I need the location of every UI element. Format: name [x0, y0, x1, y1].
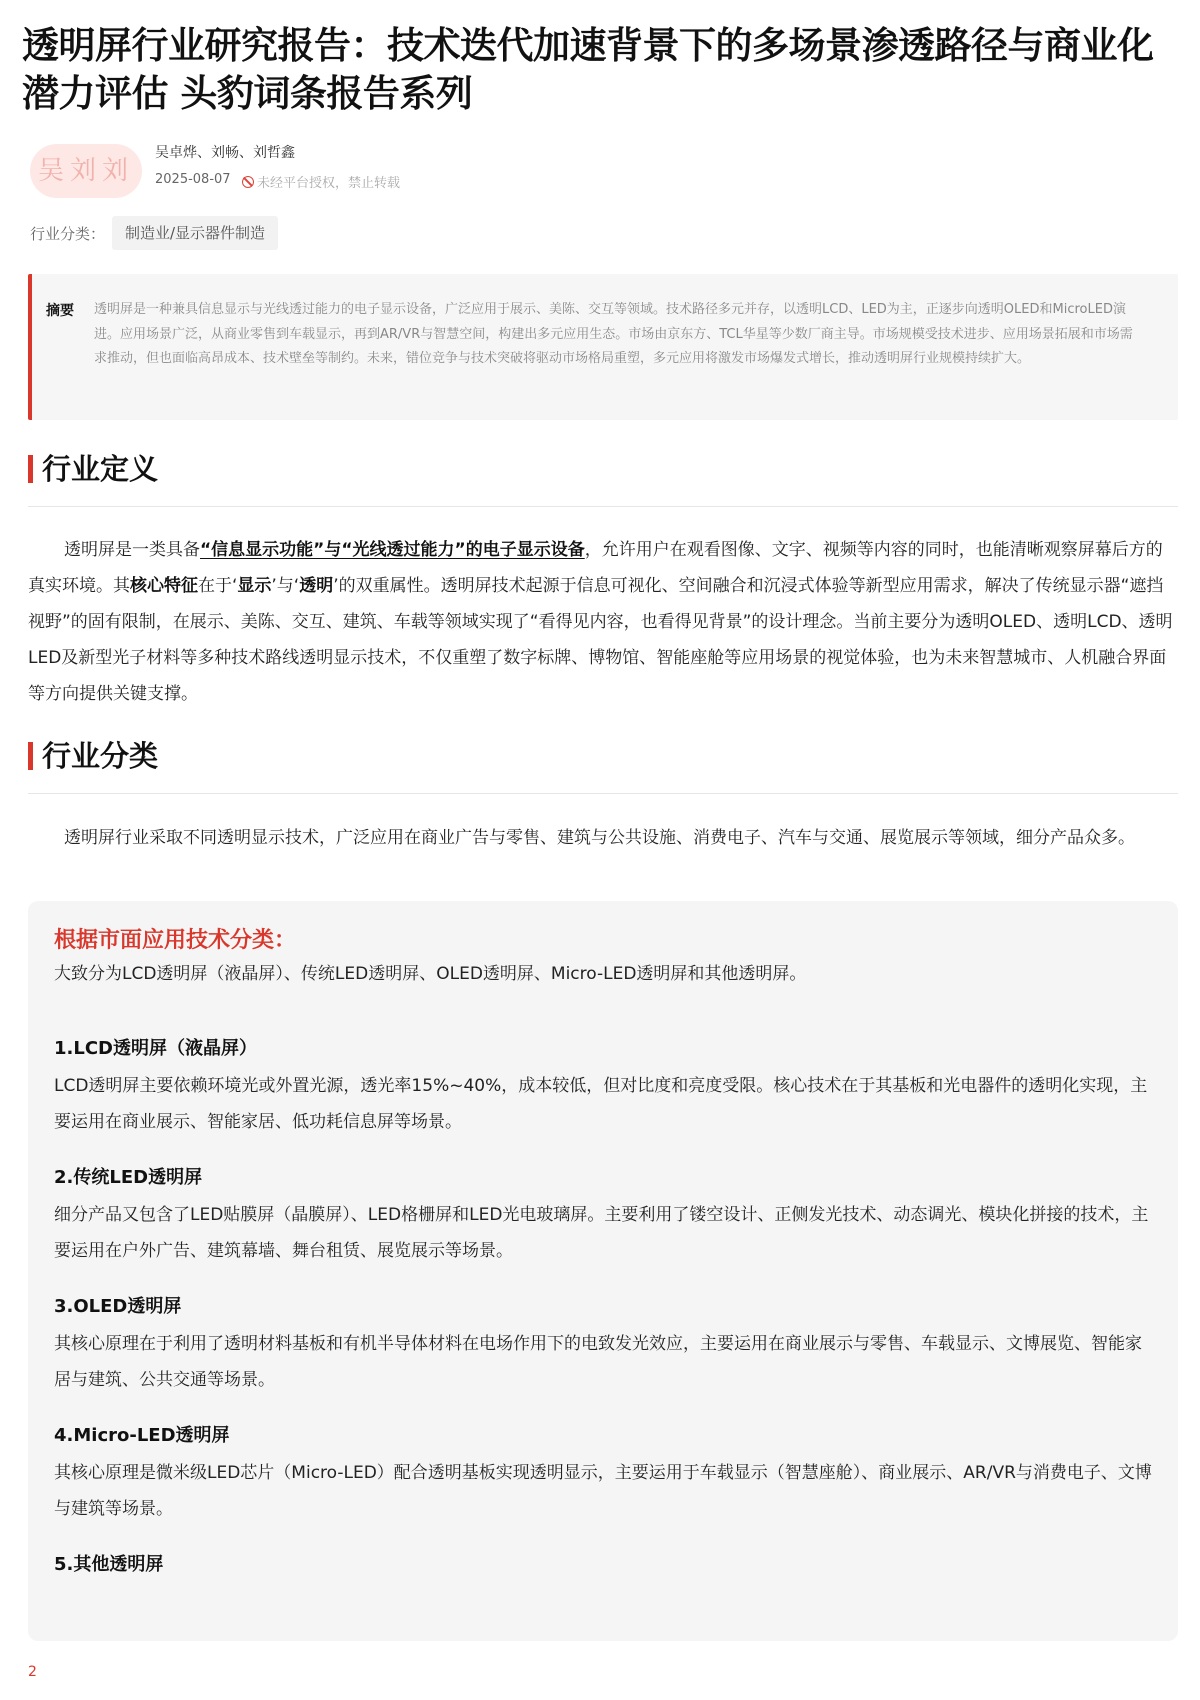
copyright-notice — [242, 172, 400, 191]
list-item — [54, 1034, 1154, 1140]
author-avatar[interactable]: 吴刘刘 — [30, 144, 142, 198]
item-title: 1.LCD透明屏（液晶屏） — [54, 1038, 257, 1059]
abstract-box — [28, 274, 1178, 420]
abstract-text: 透明屏是一种兼具信息显示与光线透过能力的电子显示设备，广泛应用于展示、美陈、交互等领域。技术路径多元并存，以透明LCD、LED为主，正逐步向透明OLED和MicroLED演进。应用场景广泛，从商业零售到车载显示，再到AR/VR与智慧空间，构建出多元应用生态。市场由京东方、TCL华星等少数厂商主导。市场规模受技术进步、应用场景拓展和市场需求推动，但也面临高昂成本、技术壁垒等制约。未来，错位竞争与技术突破将驱动市场格局重塑，多元应用将激发市场爆发式增长，推动透明屏行业规模持续扩大。 — [94, 302, 1133, 366]
publish-date: 2025-08-07 — [155, 172, 231, 187]
abstract-label: 摘要 — [46, 303, 74, 319]
list-item — [54, 1421, 1154, 1527]
category-label: 行业分类： — [30, 225, 106, 243]
author-names[interactable]: 吴卓烨、刘畅、刘哲鑫 — [155, 145, 295, 161]
classification-box — [28, 901, 1178, 1641]
list-item — [54, 1292, 1154, 1398]
item-text: 细分产品又包含了LED贴膜屏（晶膜屏）、LED格栅屏和LED光电玻璃屏。主要利用了镂空设计、正侧发光技术、动态调光、模块化拼接的技术，主要运用在户外广告、建筑幕墙、舞台租赁、展览展示等场景。 — [54, 1205, 1149, 1261]
item-title: 5.其他透明屏 — [54, 1554, 164, 1575]
classification-paragraph: 透明屏行业采取不同透明显示技术，广泛应用在商业广告与零售、建筑与公共设施、消费电子、汽车与交通、展览展示等领域，细分产品众多。 — [64, 828, 1135, 848]
section-heading-definition: 行业定义 — [28, 450, 158, 488]
definition-emphasis: 核心特征 — [130, 576, 198, 596]
item-title: 2.传统LED透明屏 — [54, 1167, 203, 1188]
box-intro: 大致分为LCD透明屏（液晶屏）、传统LED透明屏、OLED透明屏、Micro-LED透明屏和其他透明屏。 — [54, 964, 807, 984]
list-item — [54, 1550, 1154, 1584]
section-heading-classification: 行业分类 — [28, 737, 158, 775]
page-number: 2 — [28, 1664, 37, 1680]
copyright-notice-text: 未经平台授权，禁止转载 — [257, 176, 401, 191]
category-tag[interactable]: 制造业/显示器件制造 — [112, 216, 278, 250]
definition-emphasis: “信息显示功能”与“光线透过能力”的电子显示设备 — [200, 540, 585, 560]
section-divider — [28, 506, 1178, 507]
definition-emphasis: 显示 — [237, 576, 272, 596]
definition-emphasis: 透明 — [299, 576, 334, 596]
definition-paragraph — [28, 532, 1178, 712]
definition-text: ’与‘ — [271, 576, 300, 596]
item-text: 其核心原理是微米级LED芯片（Micro-LED）配合透明基板实现透明显示，主要运用于车载显示（智慧座舱）、商业展示、AR/VR与消费电子、文博与建筑等场景。 — [54, 1463, 1152, 1519]
report-title: 透明屏行业研究报告：技术迭代加速背景下的多场景渗透路径与商业化潜力评估 头豹词条报告系列 — [22, 24, 1154, 115]
definition-text: ，允许用户在观看图像、文字、视频等内容的同时，也能清晰观察屏幕后方的真实环境。其 — [28, 540, 1163, 596]
author-meta — [30, 136, 630, 206]
item-title: 3.OLED透明屏 — [54, 1296, 182, 1317]
item-text: 其核心原理在于利用了透明材料基板和有机半导体材料在电场作用下的电致发光效应，主要运用在商业展示与零售、车载显示、文博展览、智能家居与建筑、公共交通等场景。 — [54, 1334, 1142, 1390]
definition-text: 透明屏是一类具备 — [64, 540, 200, 560]
box-heading: 根据市面应用技术分类： — [54, 928, 297, 953]
item-title: 4.Micro-LED透明屏 — [54, 1425, 230, 1446]
definition-text: ’的双重属性。透明屏技术起源于信息可视化、空间融合和沉浸式体验等新型应用需求，解决了传统显示器“遮挡视野”的固有限制，在展示、美陈、交互、建筑、车载等领域实现了“看得见内容，也看得见背景”的设计理念。当前主要分为透明OLED、透明LCD、透明LED及新型光子材料等多种技术路线透明显示技术，不仅重塑了数字标牌、博物馆、智能座舱等应用场景的视觉体验，也为未来智慧城市、人机融合界面等方向提供关键支撑。 — [28, 576, 1173, 704]
forbidden-icon — [242, 176, 254, 188]
item-text: LCD透明屏主要依赖环境光或外置光源，透光率15%~40%，成本较低，但对比度和亮度受限。核心技术在于其基板和光电器件的透明化实现，主要运用在商业展示、智能家居、低功耗信息屏等场景。 — [54, 1076, 1148, 1132]
list-item — [54, 1163, 1154, 1269]
definition-text: 在于‘ — [198, 576, 238, 596]
section-divider — [28, 793, 1178, 794]
